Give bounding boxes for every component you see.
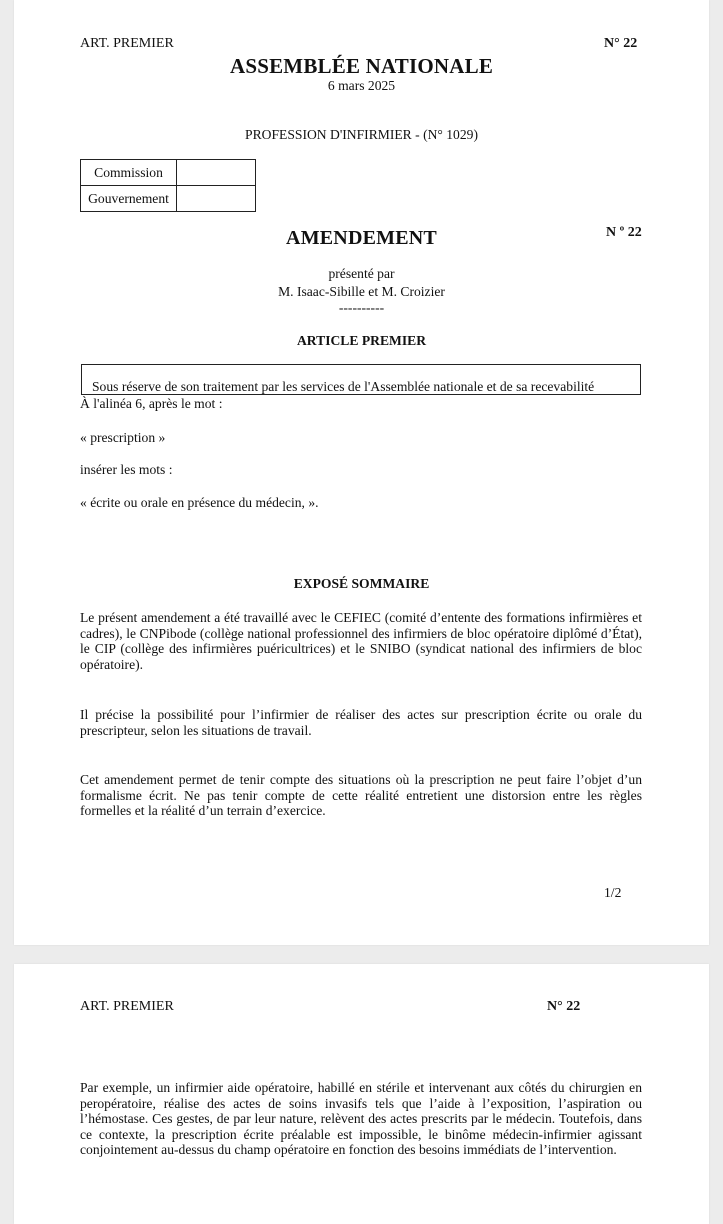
document-type-title: AMENDEMENT	[286, 227, 437, 249]
separator: ----------	[338, 300, 385, 315]
bill-title: PROFESSION D'INFIRMIER - (N° 1029)	[245, 127, 478, 142]
summary-paragraph: Cet amendement permet de tenir compte des situations où la prescription ne peut faire l’objet d’un formalisme écrit. Ne pas tenir compte de cette réalité entretient une distorsion entre les règles formelles et la réalité d’un terrain d’exercice.	[80, 772, 642, 819]
table-cell-label: Gouvernement	[81, 186, 177, 212]
amendment-number-header: N° 22	[604, 36, 638, 51]
summary-paragraph: Il précise la possibilité pour l’infirmier de réaliser des actes sur prescription écrite ou orale du prescripteur, selon les situations de travail.	[80, 707, 642, 738]
body-line: À l'alinéa 6, après le mot :	[80, 396, 223, 411]
body-line: « écrite ou orale en présence du médecin, ».	[80, 495, 319, 510]
opinion-table	[80, 159, 256, 212]
article-title: ARTICLE PREMIER	[296, 333, 427, 348]
amendment-number: N º 22	[606, 225, 642, 240]
summary-title: EXPOSÉ SOMMAIRE	[293, 576, 430, 591]
authors: M. Isaac-Sibille et M. Croizier	[278, 284, 445, 299]
document-date: 6 mars 2025	[327, 78, 396, 93]
presented-by-label: présenté par	[328, 266, 395, 281]
table-cell-value	[177, 186, 256, 212]
amendment-number-header: N° 22	[547, 999, 581, 1014]
institution-title: ASSEMBLÉE NATIONALE	[229, 54, 494, 78]
page-number: 1/2	[604, 885, 622, 900]
notice-text: Sous réserve de son traitement par les services de l'Assemblée nationale et de sa recevabilité	[92, 379, 595, 394]
table-cell-label: Commission	[81, 160, 177, 186]
article-header: ART. PREMIER	[80, 999, 174, 1014]
table-row	[81, 186, 256, 212]
summary-paragraph: Le présent amendement a été travaillé avec le CEFIEC (comité d’entente des formations infirmières et cadres), le CNPibode (collège national professionnel des infirmiers de bloc opératoire diplômé d’État), le CIP (collège des infirmières puéricultrices) et le SNIBO (syndicat national des infirmiers de bloc opératoire).	[80, 610, 642, 672]
body-line: insérer les mots :	[80, 462, 173, 477]
body-paragraph: Par exemple, un infirmier aide opératoire, habillé en stérile et intervenant aux côtés du chirurgien en peropératoire, réalise des actes de soins invasifs tels que l’aide à l’exposition, l’aspiration ou l’hémostase. Ces gestes, de par leur nature, relèvent des actes prescrits par le médecin. Toutefois, dans ce contexte, la prescription écrite préalable est impossible, le binôme médecin-infirmier agissant conjointement au-dessus du champ opératoire en fonction des besoins immédiats de l’intervention.	[80, 1080, 642, 1158]
document-page-1	[14, 0, 709, 945]
body-line: « prescription »	[80, 430, 166, 445]
article-header: ART. PREMIER	[80, 36, 174, 51]
table-cell-value	[177, 160, 256, 186]
document-page-2	[14, 964, 709, 1224]
notice-box	[81, 364, 641, 395]
table-row	[81, 160, 256, 186]
